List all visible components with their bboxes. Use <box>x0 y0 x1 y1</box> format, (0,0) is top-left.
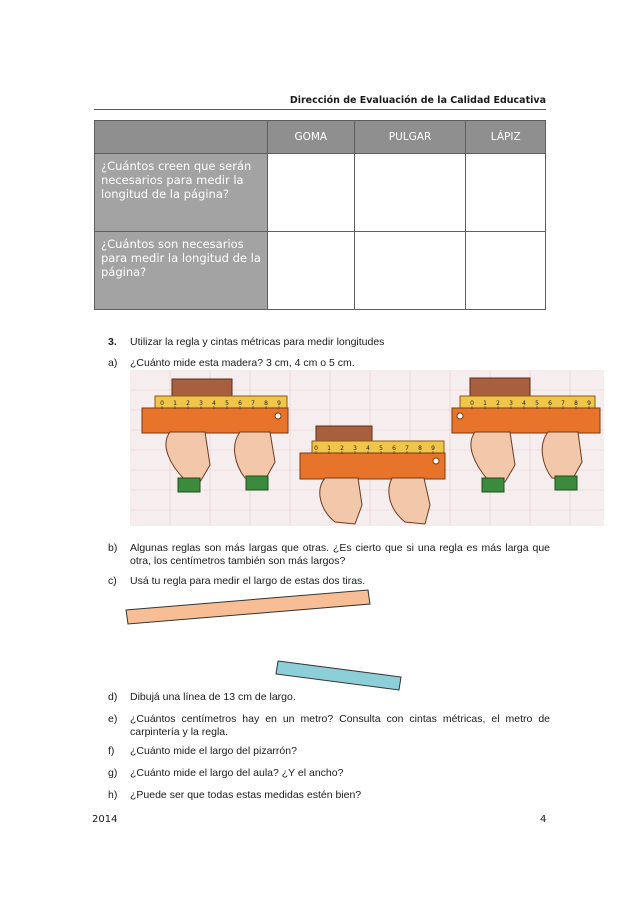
ruler-tick-label: 6 <box>238 400 242 407</box>
wood-piece <box>316 426 372 443</box>
ruler-tick-label: 3 <box>509 400 513 407</box>
ruler-tick-label: 5 <box>225 400 229 407</box>
ruler-scale <box>312 441 444 454</box>
ruler-illustration <box>130 370 604 526</box>
item-label: a) <box>108 357 118 369</box>
table-header-row <box>95 121 546 154</box>
ruler-hole <box>275 413 281 419</box>
ruler-tick-label: 9 <box>277 400 281 407</box>
section-number: 3. <box>108 336 117 348</box>
ruler-hole <box>457 413 463 419</box>
footer-year: 2014 <box>92 814 118 825</box>
column-header-lapiz: LÁPIZ <box>466 121 546 154</box>
ruler-body <box>300 453 445 479</box>
ruler-tick-label: 4 <box>212 400 216 407</box>
ruler-tick-label: 6 <box>392 445 396 452</box>
answer-cell[interactable] <box>268 232 355 310</box>
ruler-tick-label: 4 <box>366 445 370 452</box>
ruler-body <box>452 408 600 433</box>
footer-page-number: 4 <box>540 814 547 825</box>
answer-cell[interactable] <box>354 232 466 310</box>
estimation-table <box>94 120 546 310</box>
ruler-tick-label: 1 <box>483 400 487 407</box>
item-label: c) <box>108 575 117 587</box>
answer-cell[interactable] <box>466 154 546 232</box>
item-text: ¿Cuánto mide el largo del aula? ¿Y el ancho? <box>130 767 344 779</box>
ruler-tick-label: 2 <box>186 400 190 407</box>
answer-cell[interactable] <box>466 232 546 310</box>
row-question-estimate: ¿Cuántos creen que serán necesarios para medir la longitud de la página? <box>95 154 268 232</box>
item-label: d) <box>108 691 118 703</box>
ruler-tick-label: 8 <box>264 400 268 407</box>
item-label: h) <box>108 789 118 801</box>
hand <box>542 432 582 480</box>
column-header-pulgar: PULGAR <box>354 121 466 154</box>
ruler-tick-label: 8 <box>574 400 578 407</box>
sleeve-cuff <box>482 478 504 492</box>
ruler-tick-label: 7 <box>561 400 565 407</box>
answer-cell[interactable] <box>268 154 355 232</box>
section-title: Utilizar la regla y cintas métricas para medir longitudes <box>130 336 385 348</box>
ruler-tick-label: 1 <box>327 445 331 452</box>
ruler-body <box>142 408 288 433</box>
sleeve-cuff <box>178 478 200 492</box>
answer-cell[interactable] <box>354 154 466 232</box>
wood-piece <box>172 379 232 398</box>
ruler-tick-label: 0 <box>470 400 474 407</box>
item-text: Algunas reglas son más largas que otras. ¿Es cierto que si una regla es más larga que otra, los centímetros también son más largos? <box>130 542 550 567</box>
table-row <box>95 154 546 232</box>
ruler-tick-label: 9 <box>431 445 435 452</box>
table-corner-cell <box>95 121 268 154</box>
ruler-tick-label: 0 <box>314 445 318 452</box>
orange-strip <box>120 584 380 628</box>
ruler-tick-label: 2 <box>340 445 344 452</box>
blue-strip-shape <box>276 661 401 690</box>
ruler-tick-label: 0 <box>160 400 164 407</box>
page-header-title: Dirección de Evaluación de la Calidad Educativa <box>289 95 546 106</box>
ruler-tick-label: 5 <box>535 400 539 407</box>
table-row <box>95 232 546 310</box>
item-label: f) <box>108 745 115 757</box>
orange-strip-shape <box>126 590 370 624</box>
item-text: Dibujá una línea de 13 cm de largo. <box>130 691 296 703</box>
item-text: ¿Cuántos centímetros hay en un metro? Consulta con cintas métricas, el metro de carpintería y la regla. <box>130 713 550 738</box>
ruler-tick-label: 3 <box>199 400 203 407</box>
ruler-tick-label: 5 <box>379 445 383 452</box>
wood-piece <box>470 378 530 398</box>
ruler-tick-label: 6 <box>548 400 552 407</box>
item-text: ¿Puede ser que todas estas medidas estén bien? <box>130 789 362 801</box>
sleeve-cuff <box>555 476 577 490</box>
header-divider <box>94 109 546 110</box>
ruler-tick-label: 2 <box>496 400 500 407</box>
item-label: b) <box>108 542 118 554</box>
blue-strip <box>272 654 406 694</box>
ruler-tick-label: 8 <box>418 445 422 452</box>
item-label: e) <box>108 713 118 725</box>
sleeve-cuff <box>246 476 268 490</box>
item-text: Usá tu regla para medir el largo de estas dos tiras. <box>130 575 366 587</box>
ruler-tick-label: 7 <box>405 445 409 452</box>
ruler-tick-label: 3 <box>353 445 357 452</box>
row-question-actual: ¿Cuántos son necesarios para medir la longitud de la página? <box>95 232 268 310</box>
item-label: g) <box>108 767 118 779</box>
column-header-goma: GOMA <box>268 121 355 154</box>
ruler-hole <box>433 458 439 464</box>
ruler-tick-label: 4 <box>522 400 526 407</box>
item-text: ¿Cuánto mide esta madera? 3 cm, 4 cm o 5 cm. <box>130 357 355 369</box>
item-text: ¿Cuánto mide el largo del pizarrón? <box>130 745 297 757</box>
ruler-tick-label: 7 <box>251 400 255 407</box>
ruler-tick-label: 9 <box>587 400 591 407</box>
ruler-tick-label: 1 <box>173 400 177 407</box>
